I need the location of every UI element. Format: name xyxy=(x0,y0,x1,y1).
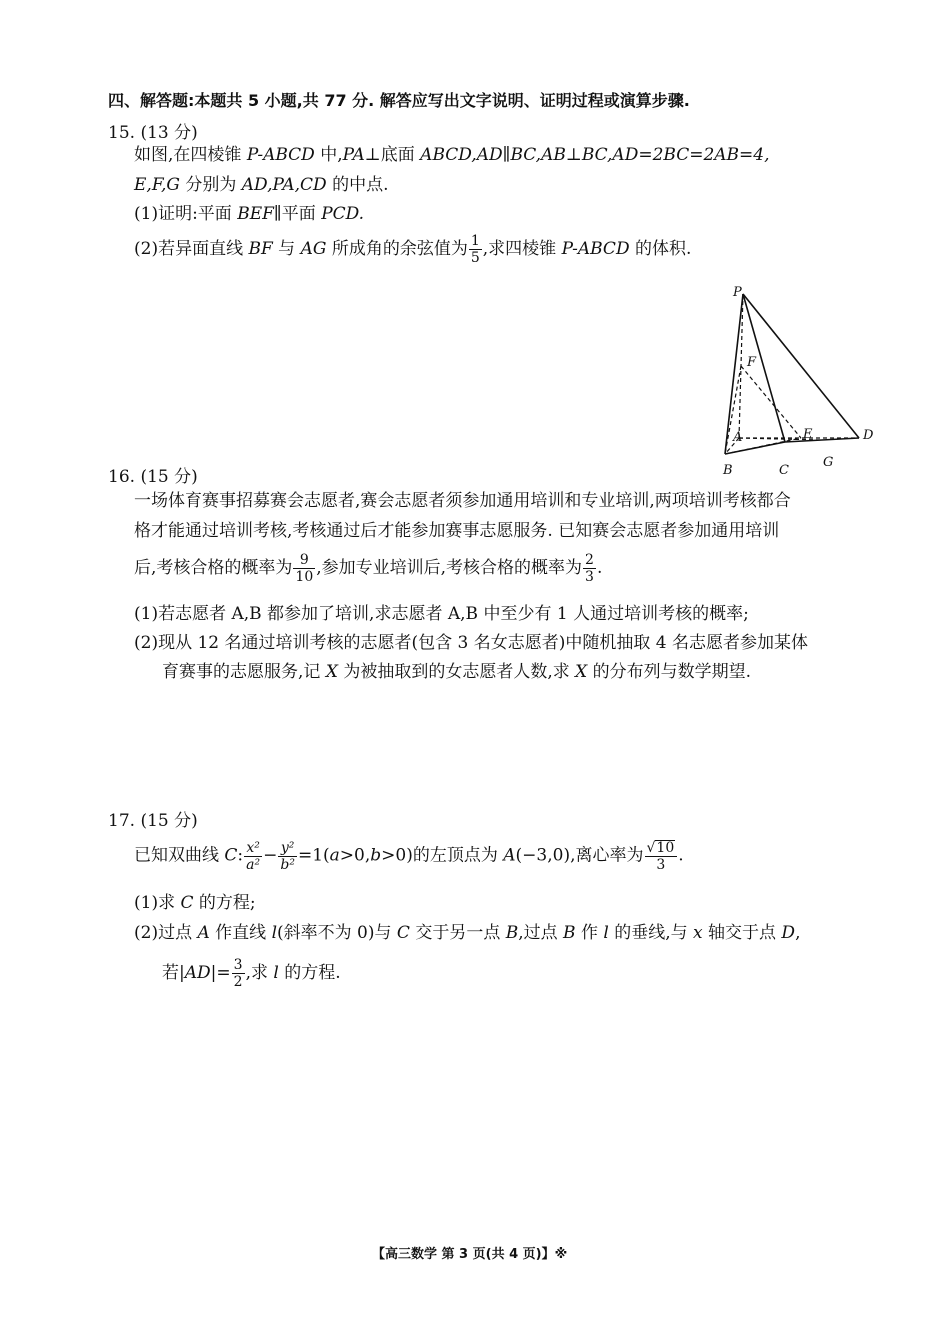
fraction-y2-b2: $\frac{\text{y²}}{\text{b²}}$ xyxy=(280,839,295,873)
q15-part1: (1)证明:平面 BEF∥平面 PCD. xyxy=(134,204,365,224)
fraction-x2-a2: $\frac{\text{x²}}{\text{a²}}$ xyxy=(246,839,261,873)
label-A: A xyxy=(733,430,743,445)
fraction-nine-tenths: $\frac{9}{10}$ xyxy=(295,552,314,585)
label-P: P xyxy=(733,285,742,300)
label-F: F xyxy=(747,355,757,370)
q16-stem-line2: 格才能通过培训考核,考核通过后才能参加赛事志愿服务. 已知赛会志愿者参加通用培训 xyxy=(134,521,780,541)
edge-PD xyxy=(743,294,859,438)
label-D: D xyxy=(863,428,874,443)
q16-part2-line2: 育赛事的志愿服务,记 X 为被抽取到的女志愿者人数,求 X 的分布列与数学期望. xyxy=(162,662,752,682)
fraction-sqrt10-over-3: $\frac{√10}{3}$ xyxy=(645,840,678,872)
label-B: B xyxy=(723,463,733,478)
q17-part2-line2: 若|AD|= $\frac{3}{2}$ ,求 l 的方程. xyxy=(162,957,341,990)
page-footer: 【高三数学 第 3 页(共 4 页)】※ xyxy=(372,1247,568,1262)
q17-part1: (1)求 C 的方程; xyxy=(134,893,256,913)
q16-part2-line1: (2)现从 12 名通过培训考核的志愿者(包含 3 名女志愿者)中随机抽取 4 名志愿者参加某体 xyxy=(134,633,809,653)
q16-stem-line3: 后,考核合格的概率为 $\frac{9}{10}$ ,参加专业培训后,考核合格的概率为 $\frac{2}{3}$ . xyxy=(134,552,603,585)
q17-number: 17. (15 分) xyxy=(108,811,198,831)
q16-part1: (1)若志愿者 A,B 都参加了培训,求志愿者 A,B 中至少有 1 人通过培训考核的概率; xyxy=(134,604,749,624)
fraction-three-halves: $\frac{3}{2}$ xyxy=(233,957,243,990)
q15-stem-line1: 如图,在四棱锥 P-ABCD 中,PA⊥底面 ABCD,AD∥BC,AB⊥BC,AD=2BC=2AB=4, xyxy=(134,145,770,165)
label-C: C xyxy=(779,463,789,478)
q16-number: 16. (15 分) xyxy=(108,467,198,487)
label-G: G xyxy=(823,455,834,470)
segment-FE xyxy=(741,366,801,438)
section-title: 四、解答题:本题共 5 小题,共 77 分. 解答应写出文字说明、证明过程或演算步骤. xyxy=(108,91,690,110)
q16-stem-line1: 一场体育赛事招募赛会志愿者,赛会志愿者须参加通用培训和专业培训,两项培训考核都合 xyxy=(134,491,791,511)
q15-number: 15. (13 分) xyxy=(108,123,198,143)
q15-part2: (2)若异面直线 BF 与 AG 所成角的余弦值为 $\frac{1}{5}$ ,求四棱锥 P-ABCD 的体积. xyxy=(134,233,692,266)
label-E: E xyxy=(803,427,813,442)
q17-stem: 已知双曲线 C: $\frac{\text{x²}}{\text{a²}}$ − $\frac{\text{y²}}{\text{b²}}$ =1(a>0,b>0)的左顶点为 A(−3,0),离心率为 $\frac{√10}{3}$ . xyxy=(134,839,684,873)
fraction-one-fifth: $\frac{1}{5}$ xyxy=(470,233,480,266)
fraction-two-thirds: $\frac{2}{3}$ xyxy=(585,552,594,585)
q15-stem-line2: E,F,G 分别为 AD,PA,CD 的中点. xyxy=(134,175,389,195)
pyramid-figure xyxy=(715,282,885,482)
q17-part2-line1: (2)过点 A 作直线 l(斜率不为 0)与 C 交于另一点 B,过点 B 作 l 的垂线,与 x 轴交于点 D, xyxy=(134,923,801,943)
